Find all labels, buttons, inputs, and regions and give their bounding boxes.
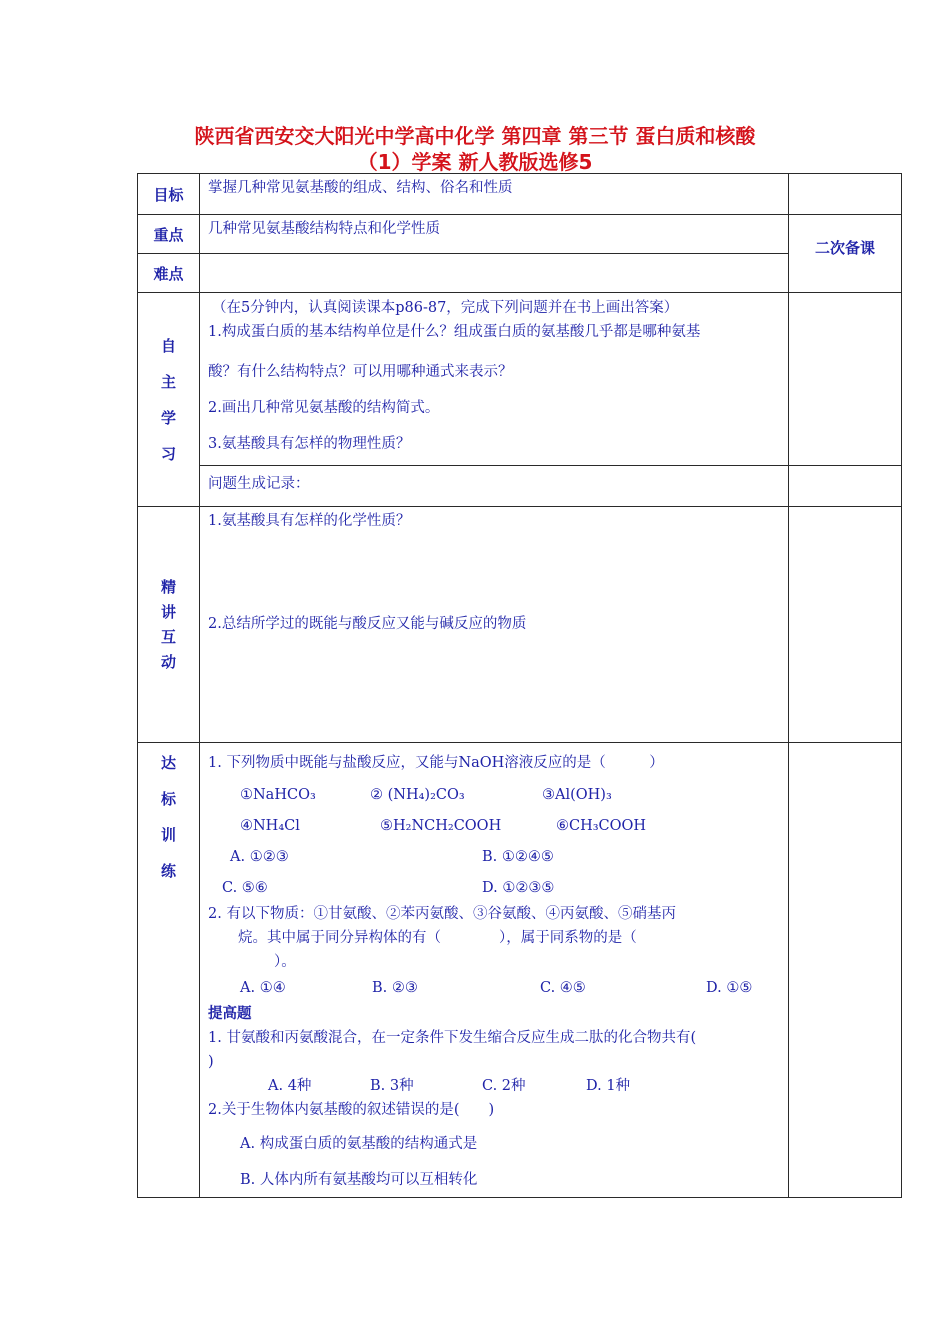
document-title-line1: 陕西省西安交大阳光中学高中化学 第四章 第三节 蛋白质和核酸 — [194, 124, 756, 148]
self-study-content — [200, 293, 789, 466]
substance-item: ⑤H₂NCH₂COOH — [380, 818, 502, 834]
answer-option: C. 2种 — [482, 1078, 526, 1094]
goal-notes-cell — [789, 174, 902, 215]
advanced-q2: 2.关于生物体内氨基酸的叙述错误的是( ) — [208, 1102, 495, 1118]
answer-option: C. ⑤⑥ — [222, 880, 268, 896]
q1-options-row-1 — [208, 845, 780, 869]
training-content — [200, 743, 789, 1198]
interaction-char: 讲 — [160, 602, 176, 621]
key-label: 重点 — [138, 215, 200, 254]
answer-option: D. ①⑤ — [706, 980, 753, 996]
training-q2c: ）。 — [274, 954, 296, 970]
training-label — [138, 743, 200, 1198]
question-record: 问题生成记录： — [200, 466, 789, 507]
advanced-q1-options — [208, 1074, 780, 1098]
self-study-label — [138, 293, 200, 507]
answer-option: B. ②③ — [372, 980, 418, 996]
interaction-content — [200, 507, 789, 743]
interaction-char: 精 — [160, 577, 176, 596]
advanced-q1a: 1. 甘氨酸和丙氨酸混合，在一定条件下发生缩合反应生成二肽的化合物共有( — [208, 1030, 697, 1046]
record-notes-cell — [789, 466, 902, 507]
advanced-q2-option-a: A. 构成蛋白质的氨基酸的结构通式是 — [240, 1136, 478, 1152]
substance-item: ⑥CH₃COOH — [556, 818, 647, 834]
q2-options-row — [208, 976, 780, 1000]
goal-text: 掌握几种常见氨基酸的组成、结构、俗名和性质 — [200, 174, 789, 215]
answer-option: A. ①②③ — [230, 849, 289, 865]
lesson-plan-table — [137, 173, 902, 1198]
answer-option: A. ①④ — [240, 980, 286, 996]
interaction-char: 动 — [160, 652, 176, 671]
difficulty-label: 难点 — [138, 254, 200, 293]
answer-option: D. ①②③⑤ — [482, 880, 555, 896]
interaction-notes-cell — [789, 507, 902, 743]
training-char: 达 — [160, 754, 176, 772]
difficulty-text — [200, 254, 789, 293]
answer-option: A. 4种 — [268, 1078, 312, 1094]
answer-option: D. 1种 — [586, 1078, 631, 1094]
self-study-char: 学 — [160, 408, 176, 427]
self-study-q1a: 1.构成蛋白质的基本结构单位是什么？组成蛋白质的氨基酸几乎都是哪种氨基 — [208, 324, 701, 340]
advanced-q2-option-b: B. 人体内所有氨基酸均可以互相转化 — [240, 1172, 478, 1188]
self-study-char: 习 — [160, 444, 176, 463]
substance-item: ③Al(OH)₃ — [542, 787, 612, 803]
self-study-q1b: 酸？有什么结构特点？可以用哪种通式来表示？ — [208, 364, 513, 380]
training-q2a: 2. 有以下物质：①甘氨酸、②苯丙氨酸、③谷氨酸、④丙氨酸、⑤硝基丙 — [208, 906, 676, 922]
second-prep-label: 二次备课 — [789, 215, 902, 293]
training-char: 练 — [160, 862, 176, 880]
training-char: 标 — [160, 790, 176, 808]
self-study-q2: 2.画出几种常见氨基酸的结构简式。 — [208, 400, 440, 416]
self-study-intro: （在5分钟内，认真阅读课本p86-87，完成下列问题并在书上画出答案） — [212, 300, 679, 316]
self-study-char: 自 — [160, 336, 176, 355]
self-study-char: 主 — [160, 372, 176, 391]
self-study-q3: 3.氨基酸具有怎样的物理性质？ — [208, 436, 411, 452]
q1-options-row-2 — [208, 876, 780, 900]
answer-option: C. ④⑤ — [540, 980, 586, 996]
substance-item: ④NH₄Cl — [240, 818, 300, 834]
interaction-q2: 2.总结所学过的既能与酸反应又能与碱反应的物质 — [208, 616, 527, 632]
advanced-title: 提高题 — [208, 1006, 252, 1022]
answer-option: B. ①②④⑤ — [482, 849, 554, 865]
goal-label: 目标 — [138, 174, 200, 215]
advanced-q1b: ) — [208, 1054, 214, 1070]
interaction-char: 互 — [160, 627, 176, 646]
training-char: 训 — [160, 826, 176, 844]
training-notes-cell — [789, 743, 902, 1198]
interaction-q1: 1.氨基酸具有怎样的化学性质？ — [208, 513, 411, 529]
key-text: 几种常见氨基酸结构特点和化学性质 — [200, 215, 789, 254]
training-q2b: 烷。其中属于同分异构体的有（ ），属于同系物的是（ — [238, 930, 637, 946]
training-q1: 1. 下列物质中既能与盐酸反应，又能与NaOH溶液反应的是（ ） — [208, 755, 664, 771]
answer-option: B. 3种 — [370, 1078, 414, 1094]
substance-row-2 — [208, 814, 780, 838]
document-title-line2: （1）学案 新人教版选修5 — [357, 150, 593, 174]
substance-item: ② (NH₄)₂CO₃ — [370, 787, 465, 803]
interaction-label — [138, 507, 200, 743]
substance-row-1 — [208, 783, 780, 807]
substance-item: ①NaHCO₃ — [240, 787, 316, 803]
self-study-notes-cell — [789, 293, 902, 466]
